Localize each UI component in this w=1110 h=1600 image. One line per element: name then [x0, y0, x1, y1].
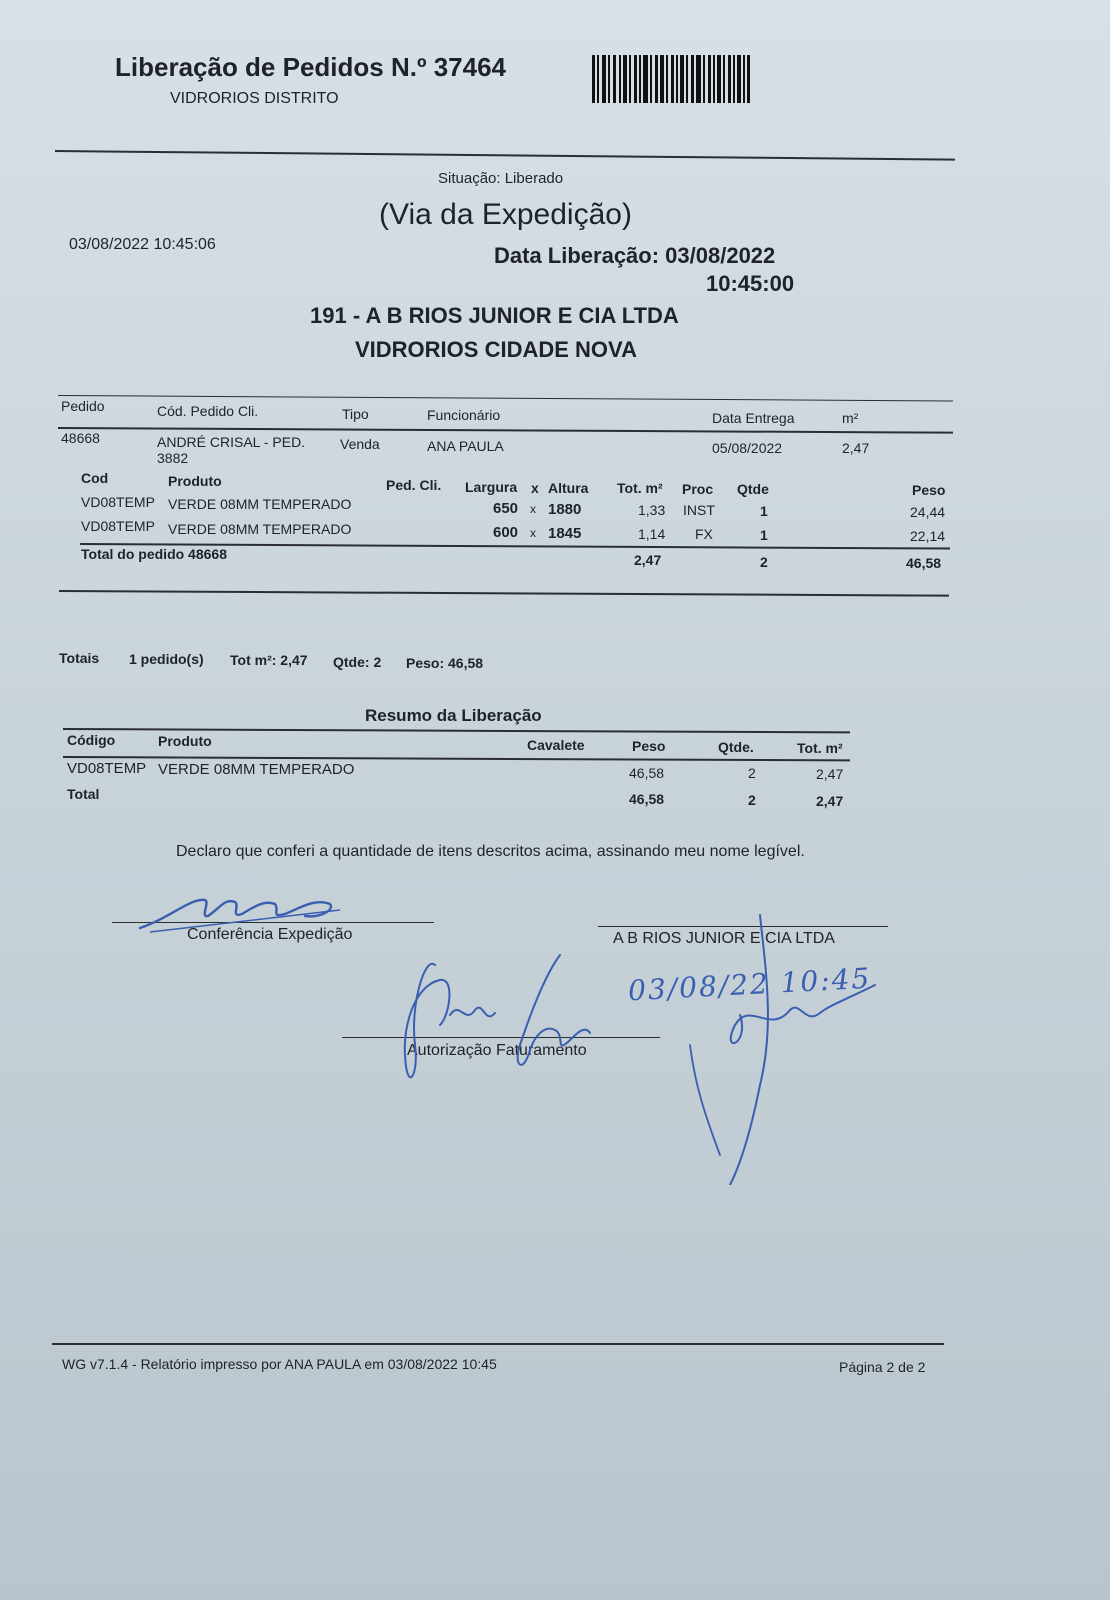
col-m2: m² [842, 410, 859, 426]
autorizacao-signature-ink [395, 945, 635, 1095]
resumo-col-produto: Produto [158, 733, 212, 749]
resumo-total-label: Total [67, 786, 100, 802]
order-pedido: 48668 [61, 430, 100, 446]
release-date: Data Liberação: 03/08/2022 [494, 243, 776, 268]
totals-label: Totais [59, 650, 100, 666]
item-col-cod: Cod [81, 470, 109, 486]
barcode [592, 55, 750, 103]
company-name: VIDRORIOS DISTRITO [170, 90, 339, 107]
order-data-entrega: 05/08/2022 [712, 440, 783, 456]
order-total-qtde: 2 [760, 554, 768, 570]
resumo-row-produto: VERDE 08MM TEMPERADO [158, 761, 355, 778]
order-total-peso: 46,58 [906, 555, 942, 571]
item-2-cod: VD08TEMP [81, 518, 155, 534]
item-col-x: x [531, 480, 539, 496]
col-cod-pedido-cli: Cód. Pedido Cli. [157, 403, 259, 419]
order-header-rule [58, 427, 953, 434]
order-cod-cli-line1: ANDRÉ CRISAL - PED. [157, 434, 306, 450]
item-1-produto: VERDE 08MM TEMPERADO [168, 496, 352, 512]
totals-peso: Peso: 46,58 [406, 655, 484, 671]
item-2-qtde: 1 [760, 527, 768, 543]
resumo-total-tot-m2: 2,47 [816, 793, 844, 809]
item-col-qtde: Qtde [737, 481, 769, 497]
resumo-row-codigo: VD08TEMP [67, 760, 147, 777]
col-pedido: Pedido [61, 398, 105, 414]
copy-label: (Via da Expedição) [379, 198, 632, 231]
resumo-row-peso: 46,58 [629, 765, 665, 781]
resumo-col-codigo: Código [67, 732, 116, 748]
order-tipo: Venda [340, 436, 380, 452]
totals-m2: Tot m²: 2,47 [230, 652, 308, 668]
declaration-text: Declaro que conferi a quantidade de itens descritos acima, assinando meu nome legível. [176, 843, 805, 860]
item-col-altura: Altura [548, 480, 589, 496]
footer-printed-by: WG v7.1.4 - Relatório impresso por ANA PAULA em 03/08/2022 10:45 [62, 1356, 497, 1372]
order-funcionario: ANA PAULA [427, 438, 504, 454]
client-branch: VIDRORIOS CIDADE NOVA [355, 337, 637, 362]
item-1-qtde: 1 [760, 503, 768, 519]
order-total-m2: 2,47 [634, 552, 662, 568]
item-1-largura: 650 [493, 500, 519, 517]
page-number: Página 2 de 2 [839, 1359, 926, 1375]
item-1-proc: INST [683, 502, 715, 518]
totals-qtde: Qtde: 2 [333, 654, 382, 670]
item-col-largura: Largura [465, 479, 518, 495]
item-col-ped-cli: Ped. Cli. [386, 477, 442, 493]
item-1-tot-m2: 1,33 [638, 502, 666, 518]
autorizacao-label: Autorização Faturamento [407, 1042, 587, 1059]
client-name: 191 - A B RIOS JUNIOR E CIA LTDA [310, 303, 679, 328]
header-divider [55, 150, 955, 161]
resumo-row-tot-m2: 2,47 [816, 766, 844, 782]
resumo-col-qtde: Qtde. [718, 739, 754, 755]
release-time: 10:45:00 [706, 271, 795, 296]
item-2-tot-m2: 1,14 [638, 526, 666, 542]
totals-pedidos: 1 pedido(s) [129, 651, 204, 667]
resumo-total-peso: 46,58 [629, 791, 665, 807]
col-data-entrega: Data Entrega [712, 410, 795, 426]
item-2-peso: 22,14 [910, 528, 946, 544]
company-signature-label: A B RIOS JUNIOR E CIA LTDA [613, 930, 835, 947]
item-col-tot-m2: Tot. m² [617, 480, 663, 496]
resumo-total-qtde: 2 [748, 792, 756, 808]
col-tipo: Tipo [342, 406, 369, 422]
printed-datetime: 03/08/2022 10:45:06 [69, 236, 216, 253]
item-col-proc: Proc [682, 481, 714, 497]
conferencia-signature-ink [130, 888, 350, 938]
handwritten-date: 03/08/22 10:45 [627, 961, 873, 1008]
order-m2: 2,47 [842, 440, 870, 456]
conferencia-label: Conferência Expedição [187, 926, 353, 943]
status-text: Situação: Liberado [438, 170, 564, 187]
item-2-proc: FX [695, 526, 713, 542]
order-cod-cli-line2: 3882 [157, 450, 189, 466]
item-col-peso: Peso [912, 482, 946, 498]
item-2-altura: 1845 [548, 525, 582, 542]
resumo-col-peso: Peso [632, 738, 666, 754]
item-2-produto: VERDE 08MM TEMPERADO [168, 521, 352, 537]
resumo-col-cavalete: Cavalete [527, 737, 585, 753]
item-1-cod: VD08TEMP [81, 494, 155, 510]
item-1-peso: 24,44 [910, 504, 946, 520]
col-funcionario: Funcionário [427, 407, 501, 423]
item-1-altura: 1880 [548, 501, 582, 518]
order-block-bottom-rule [59, 590, 949, 597]
item-col-produto: Produto [168, 473, 222, 489]
item-2-largura: 600 [493, 524, 519, 541]
resumo-title: Resumo da Liberação [365, 706, 542, 725]
item-2-x: x [530, 526, 536, 540]
item-1-x: x [530, 502, 536, 516]
order-top-rule [58, 395, 953, 401]
footer-rule [52, 1343, 944, 1345]
resumo-col-tot-m2: Tot. m² [797, 740, 843, 756]
resumo-row-qtde: 2 [748, 765, 756, 781]
company-signature-ink [680, 905, 880, 1185]
document-title: Liberação de Pedidos N.º 37464 [115, 52, 506, 82]
order-total-label: Total do pedido 48668 [81, 546, 227, 562]
